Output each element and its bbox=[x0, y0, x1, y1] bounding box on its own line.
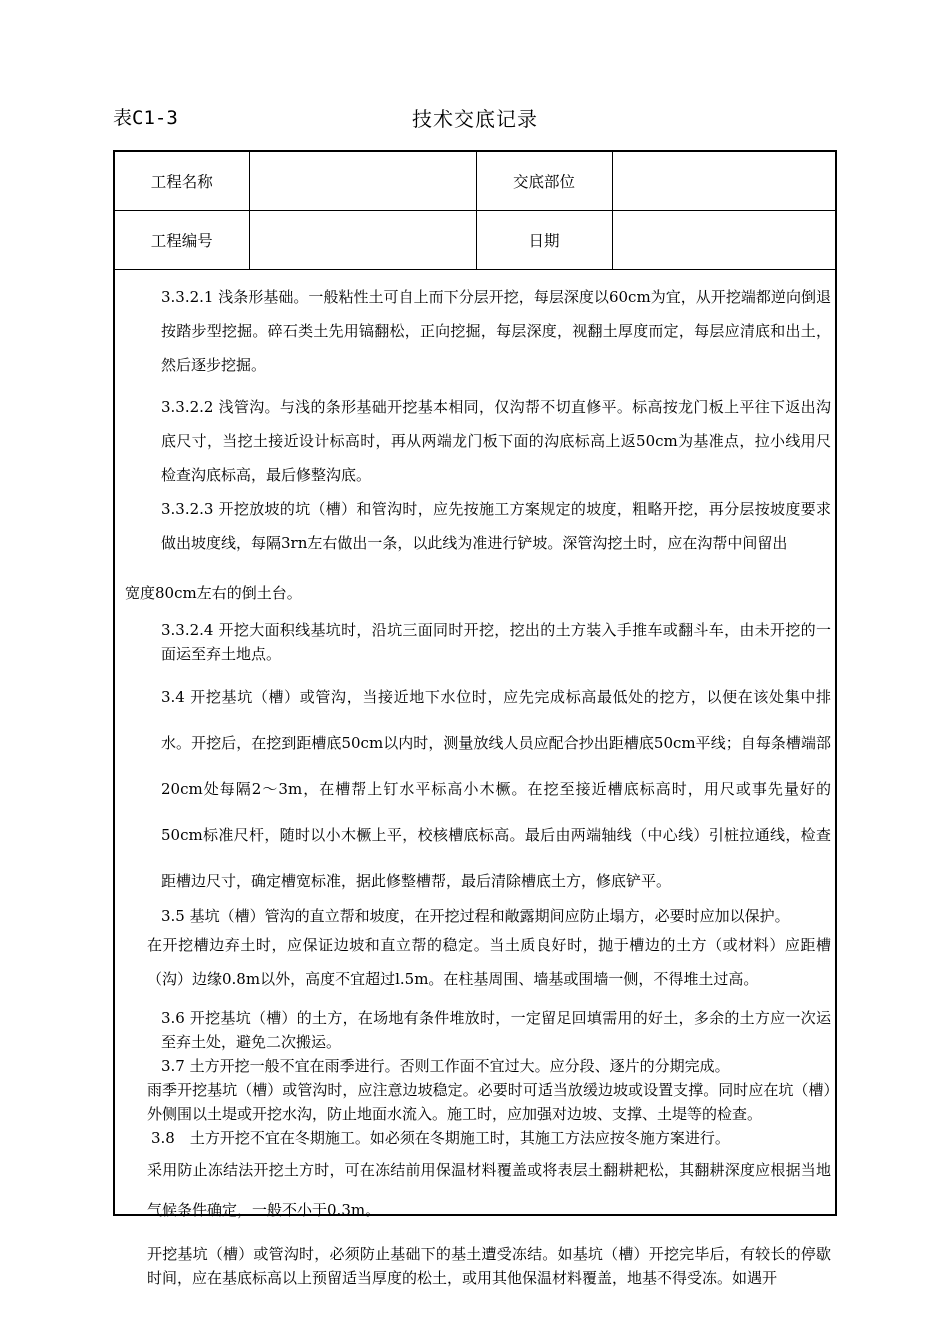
info-row-2 bbox=[115, 211, 835, 270]
paragraph-3-7: 3.7 土方开挖一般不宜在雨季进行。否则工作面不宜过大。应分段、逐片的分期完成。 bbox=[161, 1057, 730, 1075]
paragraph-3-3-2-4: 3.3.2.4 开挖大面积线基坑时，沿坑三面同时开挖，挖出的土方装入手推车或翻斗车，由未开挖的一面运至弃土地点。 bbox=[161, 621, 831, 663]
info-table bbox=[115, 152, 835, 270]
paragraph-3-7-cont: 雨季开挖基坑（槽）或管沟时，应注意边坡稳定。必要时可适当放缓边坡或设置支撑。同时应在坑（槽）外侧围以土堤或开挖水沟，防止地面水流入。施工时，应加强对边坡、支撑、土堤等的检查。 bbox=[147, 1081, 831, 1123]
project-number-label: 工程编号 bbox=[115, 211, 249, 270]
record-form bbox=[113, 150, 837, 1287]
paragraph-3-5-cont: 在开挖槽边弃土时，应保证边坡和直立帮的稳定。当土质良好时，抛于槽边的土方（或材料）应距槽（沟）边缘0.8m以外，高度不宜超过l.5m。在柱基周围、墙基或围墙一侧，不得堆土过高。 bbox=[147, 936, 831, 988]
project-name-field[interactable] bbox=[249, 152, 476, 211]
location-field[interactable] bbox=[612, 152, 835, 211]
paragraph-3-8: 3.8 土方开挖不宜在冬期施工。如必须在冬期施工时，其施工方法应按冬施方案进行。 bbox=[151, 1129, 730, 1147]
disclosure-content bbox=[125, 280, 831, 1290]
project-name-label: 工程名称 bbox=[115, 152, 249, 211]
paragraph-3-8-cont-2: 开挖基坑（槽）或管沟时，必须防止基础下的基土遭受冻结。如基坑（槽）开挖完毕后，有较长的停歇时间，应在基底标高以上预留适当厚度的松土，或用其他保温材料覆盖，地基不得受冻。如遇开 bbox=[147, 1245, 831, 1287]
paragraph-3-3-2-3-cont: 宽度80cm左右的倒土台。 bbox=[125, 584, 302, 602]
paragraph-3-5: 3.5 基坑（槽）管沟的直立帮和坡度，在开挖过程和敞露期间应防止塌方，必要时应加以保护。 bbox=[161, 907, 790, 925]
paragraph-3-3-2-1: 3.3.2.1 浅条形基础。一般粘性土可自上而下分层开挖，每层深度以60cm为宜，从开挖端都逆向倒退按踏步型挖掘。碎石类土先用镐翻松，正向挖掘，每层深度，视翻土厚度而定，每层应清底和出土，然后逐步挖掘。 bbox=[161, 288, 831, 374]
form-code: 表C1-3 bbox=[113, 107, 178, 129]
paragraph-3-6: 3.6 开挖基坑（槽）的土方，在场地有条件堆放时，一定留足回填需用的好土，多余的土方应一次运至弃土处，避免二次搬运。 bbox=[161, 1009, 831, 1051]
date-label: 日期 bbox=[476, 211, 612, 270]
location-label: 交底部位 bbox=[476, 152, 612, 211]
paragraph-3-4: 3.4 开挖基坑（槽）或管沟，当接近地下水位时，应先完成标高最低处的挖方，以便在该处集中排水。开挖后，在挖到距槽底50cm以内时，测量放线人员应配合抄出距槽底50cm平线；自每条槽端部20cm处每隔2～3m，在槽帮上钉水平标高小木橛。在挖至接近槽底标高时，用尺或事先量好的50cm标准尺杆，随时以小木橛上平，校核槽底标高。最后由两端轴线（中心线）引桩拉通线，检查距槽边尺寸，确定槽宽标准，据此修整槽帮，最后清除槽底土方，修底铲平。 bbox=[161, 688, 831, 890]
paragraph-3-8-cont: 采用防止冻结法开挖土方时，可在冻结前用保温材料覆盖或将表层土翻耕耙松，其翻耕深度应根据当地气候条件确定，一般不小于0.3m。 bbox=[147, 1161, 831, 1219]
date-field[interactable] bbox=[612, 211, 835, 270]
paragraph-3-3-2-2: 3.3.2.2 浅管沟。与浅的条形基础开挖基本相同，仅沟帮不切直修平。标高按龙门板上平往下返出沟底尺寸，当挖土接近设计标高时，再从两端龙门板下面的沟底标高上返50cm为基准点，拉小线用尺检查沟底标高，最后修整沟底。 bbox=[161, 398, 831, 484]
project-number-field[interactable] bbox=[249, 211, 476, 270]
page-title: 技术交底记录 bbox=[412, 107, 538, 131]
paragraph-3-3-2-3: 3.3.2.3 开挖放坡的坑（槽）和管沟时，应先按施工方案规定的坡度，粗略开挖，再分层按坡度要求做出坡度线，每隔3rn左右做出一条，以此线为准进行铲坡。深管沟挖土时，应在沟帮中间留出 bbox=[161, 500, 831, 552]
info-row-1 bbox=[115, 152, 835, 211]
